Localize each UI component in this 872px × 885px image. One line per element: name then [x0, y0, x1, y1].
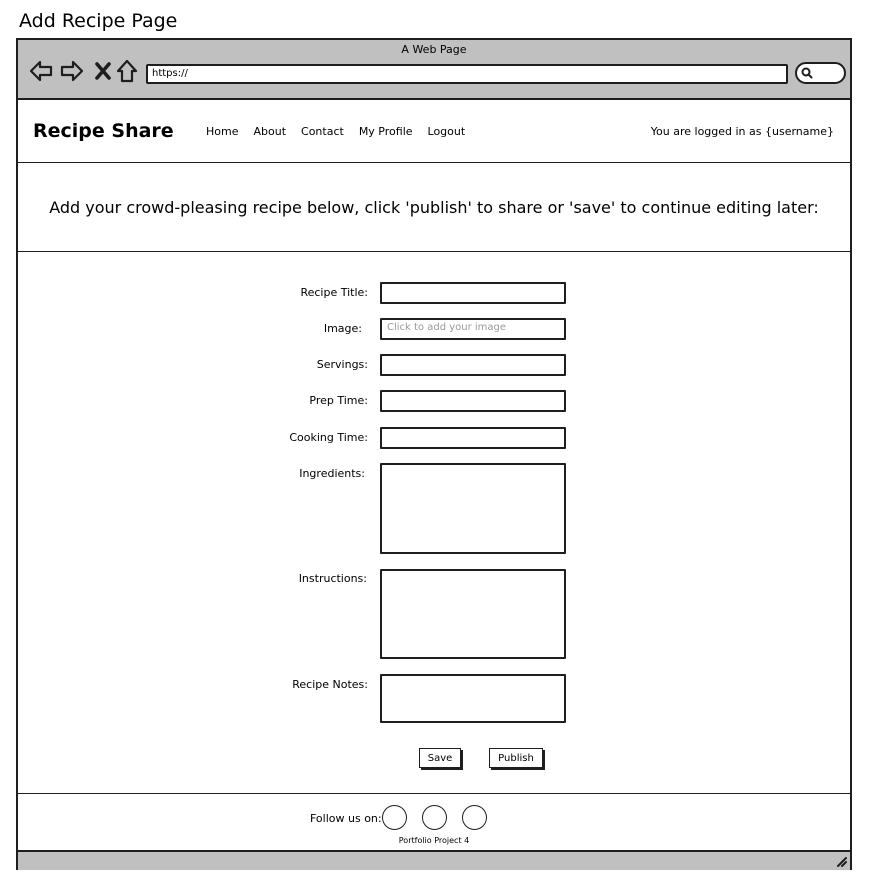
intro-text: Add your crowd-pleasing recipe below, click 'publish' to share or 'save' to continue editing later: [49, 198, 819, 217]
browser-toolbar [18, 40, 850, 100]
image-upload-input[interactable] [380, 318, 566, 340]
status-bar [18, 850, 850, 870]
footer-note: Portfolio Project 4 [398, 836, 470, 845]
login-status: You are logged in as {username} [650, 125, 834, 138]
social-link-1[interactable] [382, 805, 407, 830]
image-label: Image: [323, 322, 362, 335]
cooking-time-input[interactable] [380, 427, 566, 449]
search-icon [799, 65, 815, 81]
nav-logout[interactable]: Logout [427, 125, 466, 138]
cooking-time-label: Cooking Time: [289, 431, 368, 444]
nav-home[interactable]: Home [206, 125, 239, 138]
ingredients-textarea[interactable] [380, 463, 566, 554]
servings-input[interactable] [380, 354, 566, 376]
resize-grip-icon[interactable] [834, 854, 848, 868]
site-footer [18, 793, 850, 851]
social-link-3[interactable] [462, 805, 487, 830]
site-header [18, 100, 850, 163]
close-icon[interactable] [90, 58, 116, 84]
home-icon[interactable] [114, 58, 140, 84]
recipe-title-label: Recipe Title: [300, 286, 368, 299]
instructions-textarea[interactable] [380, 569, 566, 659]
url-bar[interactable]: https:// [146, 64, 788, 84]
forward-icon[interactable] [59, 58, 85, 84]
publish-button[interactable]: Publish [489, 748, 543, 768]
prep-time-label: Prep Time: [309, 394, 368, 407]
nav-contact[interactable]: Contact [301, 125, 344, 138]
social-link-2[interactable] [422, 805, 447, 830]
nav-about[interactable]: About [253, 125, 287, 138]
intro-section [18, 164, 850, 252]
browser-window [16, 38, 852, 870]
page-caption: Add Recipe Page [19, 10, 178, 32]
recipe-title-input[interactable] [380, 282, 566, 304]
image-placeholder: Click to add your image [387, 322, 507, 333]
search-button[interactable] [795, 62, 846, 84]
instructions-label: Instructions: [298, 572, 367, 585]
prep-time-input[interactable] [380, 390, 566, 412]
nav-my-profile[interactable]: My Profile [358, 125, 413, 138]
back-icon[interactable] [28, 58, 54, 84]
site-logo[interactable]: Recipe Share [33, 120, 174, 142]
follow-label: Follow us on: [310, 812, 382, 825]
main-nav [206, 125, 465, 138]
recipe-notes-label: Recipe Notes: [292, 678, 368, 691]
servings-label: Servings: [316, 358, 368, 371]
recipe-notes-textarea[interactable] [380, 674, 566, 723]
ingredients-label: Ingredients: [299, 467, 365, 480]
window-title: A Web Page [401, 43, 467, 56]
save-button[interactable]: Save [419, 748, 461, 768]
